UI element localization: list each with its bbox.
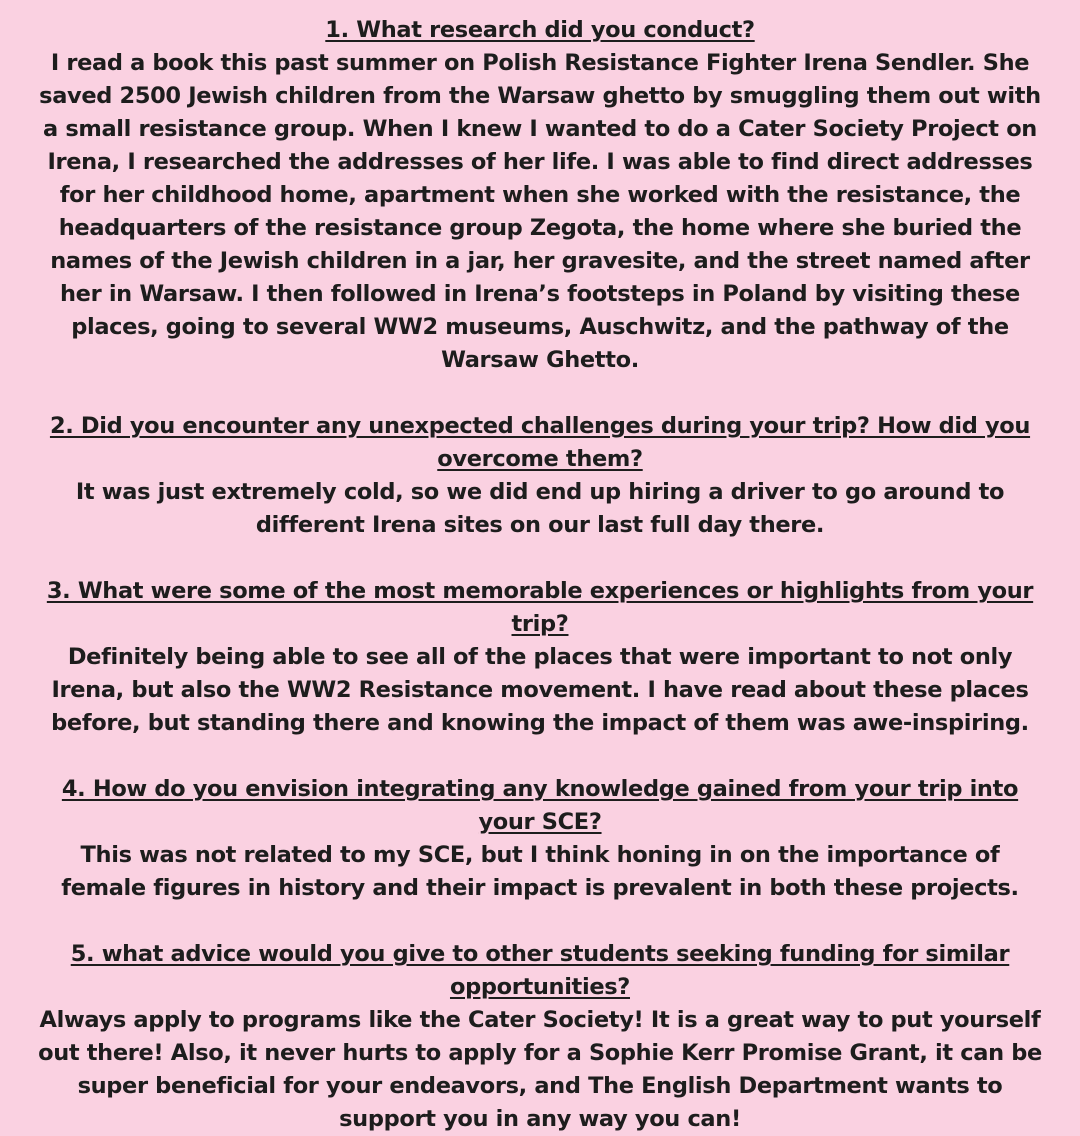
qa-section-advice	[36, 938, 1044, 1136]
qa-section-highlights	[36, 575, 1044, 740]
answer-research: I read a book this past summer on Polish Resistance Fighter Irena Sendler. She saved 2500 Jewish children from the Warsaw ghetto by smuggling them out with a small resistance group. When I knew I wanted to do a Cater Society Project on Irena, I researched the addresses of her life. I was able to find direct addresses for her childhood home, apartment when she worked with the resistance, the headquarters of the resistance group Zegota, the home where she buried the names of the Jewish children in a jar, her gravesite, and the street named after her in Warsaw. I then followed in Irena’s footsteps in Poland by visiting these places, going to several WW2 museums, Auschwitz, and the pathway of the Warsaw Ghetto.	[39, 50, 1041, 373]
answer-advice: Always apply to programs like the Cater Society! It is a great way to put yourself out there! Also, it never hurts to apply for a Sophie Kerr Promise Grant, it can be super beneficial for your endeavors, and The English Department wants to support you in any way you can!	[38, 1007, 1042, 1132]
qa-section-research	[36, 14, 1044, 377]
question-highlights: 3. What were some of the most memorable experiences or highlights from your trip?	[46, 578, 1034, 637]
answer-challenges: It was just extremely cold, so we did end up hiring a driver to go around to different Irena sites on our last full day there.	[75, 479, 1005, 538]
qa-section-challenges	[36, 410, 1044, 542]
question-advice: 5. what advice would you give to other students seeking funding for similar opportunities?	[70, 941, 1010, 1000]
answer-sce: This was not related to my SCE, but I think honing in on the importance of female figures in history and their impact is prevalent in both these projects.	[61, 842, 1019, 901]
question-research: 1. What research did you conduct?	[325, 17, 755, 43]
question-sce: 4. How do you envision integrating any knowledge gained from your trip into your SCE?	[61, 776, 1019, 835]
qa-section-sce	[36, 773, 1044, 905]
question-challenges: 2. Did you encounter any unexpected challenges during your trip? How did you overcome them?	[49, 413, 1031, 472]
answer-highlights: Definitely being able to see all of the places that were important to not only Irena, but also the WW2 Resistance movement. I have read about these places before, but standing there and knowing the impact of them was awe-inspiring.	[51, 644, 1029, 736]
